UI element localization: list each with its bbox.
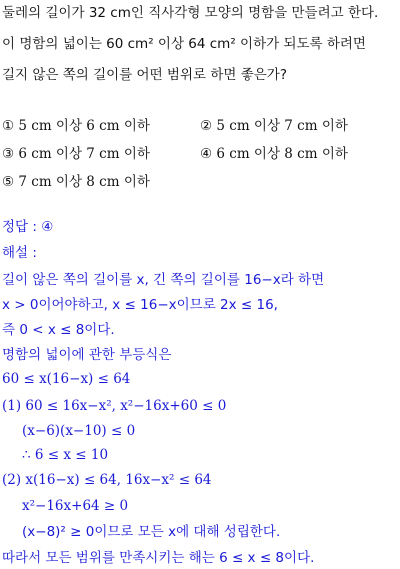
explanation-label: 해설 : (2, 245, 37, 261)
solution-line-3: 즉 0 < x ≤ 8이다. (2, 322, 115, 338)
problem-line-2: 이 명함의 넓이는 60 cm² 이상 64 cm² 이하가 되도록 하려면 (2, 36, 366, 52)
solution-line-2: x > 0이어야하고, x ≤ 16−x이므로 2x ≤ 16, (2, 297, 278, 313)
answer-line: 정답 : ④ (2, 219, 54, 235)
solution-line-7: (x−6)(x−10) ≤ 0 (22, 423, 136, 439)
option-4: ④ 6 cm 이상 8 cm 이하 (200, 146, 348, 162)
solution-line-11: (x−8)² ≥ 0이므로 모든 x에 대해 성립한다. (22, 524, 281, 540)
solution-line-10: x²−16x+64 ≥ 0 (22, 498, 129, 514)
solution-line-5: 60 ≤ x(16−x) ≤ 64 (2, 371, 131, 387)
problem-line-3: 길지 않은 쪽의 길이를 어떤 범위로 하면 좋은가? (2, 67, 287, 83)
option-2: ② 5 cm 이상 7 cm 이하 (200, 118, 348, 134)
option-5: ⑤ 7 cm 이상 8 cm 이하 (2, 174, 150, 190)
solution-line-9: (2) x(16−x) ≤ 64, 16x−x² ≤ 64 (2, 472, 212, 488)
option-3: ③ 6 cm 이상 7 cm 이하 (2, 146, 150, 162)
solution-line-8: ∴ 6 ≤ x ≤ 10 (22, 447, 109, 463)
solution-line-12: 따라서 모든 범위를 만족시키는 해는 6 ≤ x ≤ 8이다. (2, 550, 315, 566)
solution-line-1: 길이 않은 쪽의 길이를 x, 긴 쪽의 길이를 16−x라 하면 (2, 272, 325, 288)
problem-line-1: 둘레의 길이가 32 cm인 직사각형 모양의 명함을 만들려고 한다. (2, 5, 379, 21)
solution-line-6: (1) 60 ≤ 16x−x², x²−16x+60 ≤ 0 (2, 398, 227, 414)
option-1: ① 5 cm 이상 6 cm 이하 (2, 118, 150, 134)
solution-line-4: 명함의 넓이에 관한 부등식은 (2, 347, 172, 363)
